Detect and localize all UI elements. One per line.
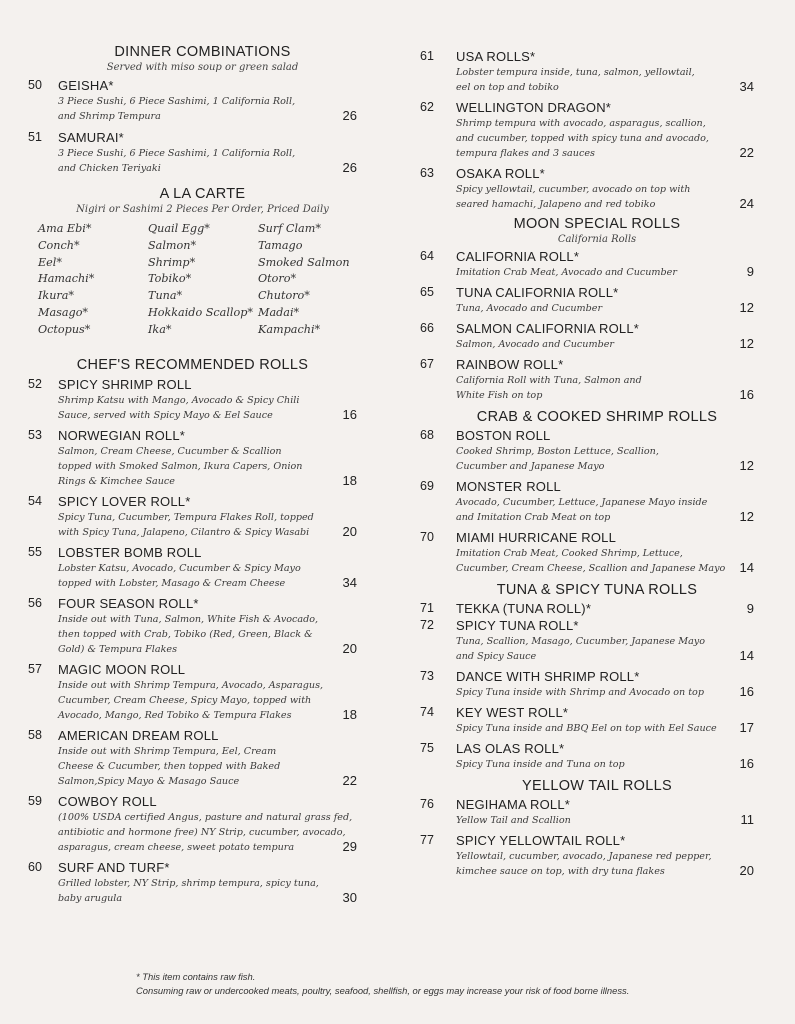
section-chefs-recommended [20,357,365,906]
item-description: Salmon, Avocado and Cucumber [456,339,614,350]
item-number: 68 [420,428,434,442]
a-la-carte-item: Ikura* [38,289,75,303]
section-title: YELLOW TAIL ROLLS [522,778,672,794]
item-name: SAMURAI* [58,130,124,145]
item-name: MONSTER ROLL [456,479,561,494]
right-column [412,44,762,879]
menu-item [412,284,762,316]
menu-item [20,661,365,723]
item-description: Spicy Tuna inside and Tuna on top [456,759,625,770]
item-price: 29 [342,838,357,854]
item-description: California Roll with Tuna, Salmon and White Fish on top [456,375,642,401]
consumption-warning: Consuming raw or undercooked meats, poultry, seafood, shellfish, or eggs may increase your risk of food borne illness. [136,985,630,996]
menu-item [20,859,365,906]
item-number: 62 [420,100,434,114]
a-la-carte-item: Hamachi* [38,272,95,286]
item-number: 73 [420,669,434,683]
menu-item [412,320,762,352]
a-la-carte-item: Hokkaido Scallop* [148,305,253,319]
item-name: TEKKA (TUNA ROLL)* [456,601,592,616]
item-price: 17 [739,720,754,735]
item-price: 14 [739,648,754,663]
item-name: BOSTON ROLL [456,428,551,443]
section-moon-special [412,216,762,403]
section-title: DINNER COMBINATIONS [114,44,291,60]
item-name: SPICY SHRIMP ROLL [58,376,192,392]
item-price: 22 [342,772,357,788]
a-la-carte-item: Tuna* [148,289,183,303]
item-description: (100% USDA certified Angus, pasture and natural grass fed, antibiotic and hormone free) NY Strip, cucumber, avocado, asparagus, cream cheese, sweet potato tempura [58,811,353,853]
item-number: 53 [28,427,42,442]
item-name: AMERICAN DREAM ROLL [58,727,219,743]
item-description: Yellowtail, cucumber, avocado, Japanese red pepper, kimchee sauce on top, with dry tuna flakes [456,851,712,877]
item-description: Spicy Tuna inside and BBQ Eel on top with Eel Sauce [456,723,717,734]
item-name: DANCE WITH SHRIMP ROLL* [456,669,640,684]
item-name: GEISHA* [58,78,114,93]
a-la-carte-item: Tamago [258,238,303,252]
menu-item [412,529,762,576]
item-number: 76 [420,797,434,811]
item-number: 70 [420,530,434,544]
item-price: 12 [739,509,754,524]
a-la-carte-item: Octopus* [38,322,91,336]
item-number: 61 [420,49,434,63]
item-description: Lobster tempura inside, tuna, salmon, yellowtail, eel on top and tobiko [456,67,695,93]
item-number: 50 [28,78,42,92]
item-name: MAGIC MOON ROLL [58,661,186,677]
item-name: SPICY LOVER ROLL* [58,493,191,509]
item-name: RAINBOW ROLL* [456,357,564,372]
item-description: Avocado, Cucumber, Lettuce, Japanese Mayo inside and Imitation Crab Meat on top [456,497,708,523]
menu-item [412,478,762,525]
item-description: Spicy yellowtail, cucumber, avocado on top with seared hamachi, Jalapeno and red tobiko [456,184,691,210]
item-price: 16 [739,387,754,402]
item-price: 16 [342,406,357,422]
item-price: 14 [739,560,754,575]
item-description: Yellow Tail and Scallion [456,815,571,826]
item-price: 30 [342,889,357,905]
item-number: 64 [420,249,434,263]
item-number: 58 [28,727,42,742]
item-price: 20 [342,523,357,539]
item-name: SPICY YELLOWTAIL ROLL* [456,833,626,848]
item-name: NEGIHAMA ROLL* [456,797,571,812]
a-la-carte-item: Salmon* [148,238,197,252]
menu-item [412,668,762,700]
item-description: Cooked Shrimp, Boston Lettuce, Scallion, Cucumber and Japanese Mayo [456,446,659,472]
item-price: 24 [739,196,754,211]
menu-item [20,129,365,176]
item-name: TUNA CALIFORNIA ROLL* [456,285,619,300]
item-number: 56 [28,595,42,610]
item-name: COWBOY ROLL [58,793,157,809]
item-price: 26 [342,160,357,175]
item-price: 9 [746,264,754,279]
menu-item [412,48,762,95]
item-number: 77 [420,833,434,847]
a-la-carte-item: Kampachi* [258,322,321,336]
menu-item [412,704,762,736]
item-price: 18 [342,706,357,722]
item-number: 55 [28,544,42,559]
menu-item [412,165,762,212]
section-title: CHEF'S RECOMMENDED ROLLS [76,356,309,373]
menu-item [412,740,762,772]
item-description: Shrimp Katsu with Mango, Avocado & Spicy Chili Sauce, served with Spicy Mayo & Eel Sauce [58,394,300,421]
item-name: WELLINGTON DRAGON* [456,100,612,115]
menu-item [20,493,365,540]
menu-item [20,544,365,591]
item-price: 12 [739,300,754,315]
section-title: MOON SPECIAL ROLLS [513,216,681,232]
item-description: Imitation Crab Meat, Avocado and Cucumber [456,267,677,278]
item-price: 26 [342,108,357,123]
item-name: SURF AND TURF* [58,859,170,875]
item-price: 34 [342,574,357,590]
menu-item [412,617,762,664]
item-price: 11 [740,812,754,827]
item-description: Lobster Katsu, Avocado, Cucumber & Spicy Mayo topped with Lobster, Masago & Cream Cheese [58,562,301,589]
item-number: 74 [420,705,434,719]
item-description: Imitation Crab Meat, Cooked Shrimp, Lettuce, Cucumber, Cream Cheese, Scallion and Japanese Mayo [456,548,726,574]
section-yellow-tail [412,778,762,879]
a-la-carte-item: Conch* [38,238,80,252]
item-number: 51 [28,130,42,144]
menu-item [412,248,762,280]
item-price: 12 [739,336,754,351]
item-price: 16 [739,684,754,699]
menu-item [20,595,365,657]
item-name: LOBSTER BOMB ROLL [58,544,202,560]
section-title: TUNA & SPICY TUNA ROLLS [496,582,698,598]
item-number: 57 [28,661,42,676]
menu-item [412,356,762,403]
section-title: A LA CARTE [159,186,246,202]
item-name: CALIFORNIA ROLL* [456,249,580,264]
menu-item [20,793,365,855]
item-name: SPICY TUNA ROLL* [456,618,579,633]
item-description: Tuna, Avocado and Cucumber [456,303,603,314]
item-description: Inside out with Tuna, Salmon, White Fish & Avocado, then topped with Crab, Tobiko (Red, Green, Black & Gold) & Tempura Flakes [58,613,319,655]
menu-item [412,832,762,879]
a-la-carte-grid [20,221,365,339]
item-description: Inside out with Shrimp Tempura, Avocado, Asparagus, Cucumber, Cream Cheese, Spicy Mayo, topped with Avocado, Mango, Red Tobiko & Tempura Flakes [58,679,324,721]
section-title: CRAB & COOKED SHRIMP ROLLS [476,409,718,425]
footnote [136,970,696,998]
item-price: 9 [746,601,754,616]
item-price: 20 [739,863,754,878]
item-description: 3 Piece Sushi, 6 Piece Sashimi, 1 California Roll, and Shrimp Tempura [58,96,296,122]
section-a-la-carte [20,186,365,339]
item-price: 22 [739,145,754,160]
section-subtitle: Served with miso soup or green salad [106,62,299,73]
menu-item [20,427,365,489]
item-name: NORWEGIAN ROLL* [58,427,186,443]
item-price: 16 [739,756,754,771]
item-description: Shrimp tempura with avocado, asparagus, scallion, and cucumber, topped with spicy tuna and avocado, tempura flakes and 3 sauces [456,118,709,159]
item-number: 60 [28,859,42,874]
item-price: 34 [739,79,754,94]
menu-item [412,796,762,828]
section-subtitle: Nigiri or Sashimi 2 Pieces Per Order, Priced Daily [76,204,329,215]
item-name: OSAKA ROLL* [456,166,545,181]
item-number: 72 [420,618,434,632]
a-la-carte-item: Ama Ebi* [38,222,92,235]
item-name: LAS OLAS ROLL* [456,741,565,756]
a-la-carte-item: Tobiko* [148,272,192,286]
item-number: 59 [28,793,42,808]
item-description: Inside out with Shrimp Tempura, Eel, Cream Cheese & Cucumber, then topped with Baked Salmon,Spicy Mayo & Masago Sauce [58,745,281,787]
item-name: KEY WEST ROLL* [456,705,569,720]
item-number: 75 [420,741,434,755]
item-description: Spicy Tuna inside with Shrimp and Avocado on top [456,687,704,698]
a-la-carte-item: Eel* [38,255,62,269]
a-la-carte-item: Ika* [148,322,172,336]
item-number: 66 [420,321,434,335]
menu-item [412,600,762,617]
menu-item [20,376,365,423]
a-la-carte-item: Chutoro* [258,289,310,303]
raw-fish-note: * This item contains raw fish. [136,971,256,982]
a-la-carte-item: Surf Clam* [258,222,321,235]
a-la-carte-item: Otoro* [258,272,297,286]
item-number: 69 [420,479,434,493]
item-name: MIAMI HURRICANE ROLL [456,530,617,545]
item-description: Tuna, Scallion, Masago, Cucumber, Japanese Mayo and Spicy Sauce [456,636,705,662]
menu-item [20,727,365,789]
menu-item [412,99,762,161]
a-la-carte-item: Shrimp* [148,255,196,269]
item-name: FOUR SEASON ROLL* [58,595,199,611]
left-column [20,44,365,906]
item-description: Spicy Tuna, Cucumber, Tempura Flakes Roll, topped with Spicy Tuna, Jalapeno, Cilantro & Spicy Wasabi [58,511,314,538]
section-tuna-spicy-tuna [412,582,762,772]
item-description: Grilled lobster, NY Strip, shrimp tempura, spicy tuna, baby arugula [58,877,319,904]
item-number: 65 [420,285,434,299]
menu-item [20,77,365,124]
menu-item [412,427,762,474]
section-crab-cooked-shrimp [412,409,762,576]
a-la-carte-item: Quail Egg* [148,222,210,235]
item-price: 18 [342,472,357,488]
item-number: 54 [28,493,42,508]
item-number: 52 [28,376,42,391]
section-dinner-combinations [20,44,365,176]
a-la-carte-item: Masago* [38,305,89,319]
item-name: SALMON CALIFORNIA ROLL* [456,321,640,336]
item-description: Salmon, Cream Cheese, Cucumber & Scallion topped with Smoked Salmon, Ikura Capers, Onion Rings & Kimchee Sauce [58,445,303,487]
item-price: 20 [342,640,357,656]
section-special-rolls [412,48,762,212]
section-subtitle: California Rolls [557,234,637,245]
item-description: 3 Piece Sushi, 6 Piece Sashimi, 1 California Roll, and Chicken Teriyaki [58,148,296,174]
item-number: 71 [420,601,434,615]
item-number: 67 [420,357,434,371]
item-price: 12 [739,458,754,473]
a-la-carte-item: Madai* [258,305,300,319]
a-la-carte-item: Smoked Salmon [258,255,350,269]
item-name: USA ROLLS* [456,49,536,64]
item-number: 63 [420,166,434,180]
